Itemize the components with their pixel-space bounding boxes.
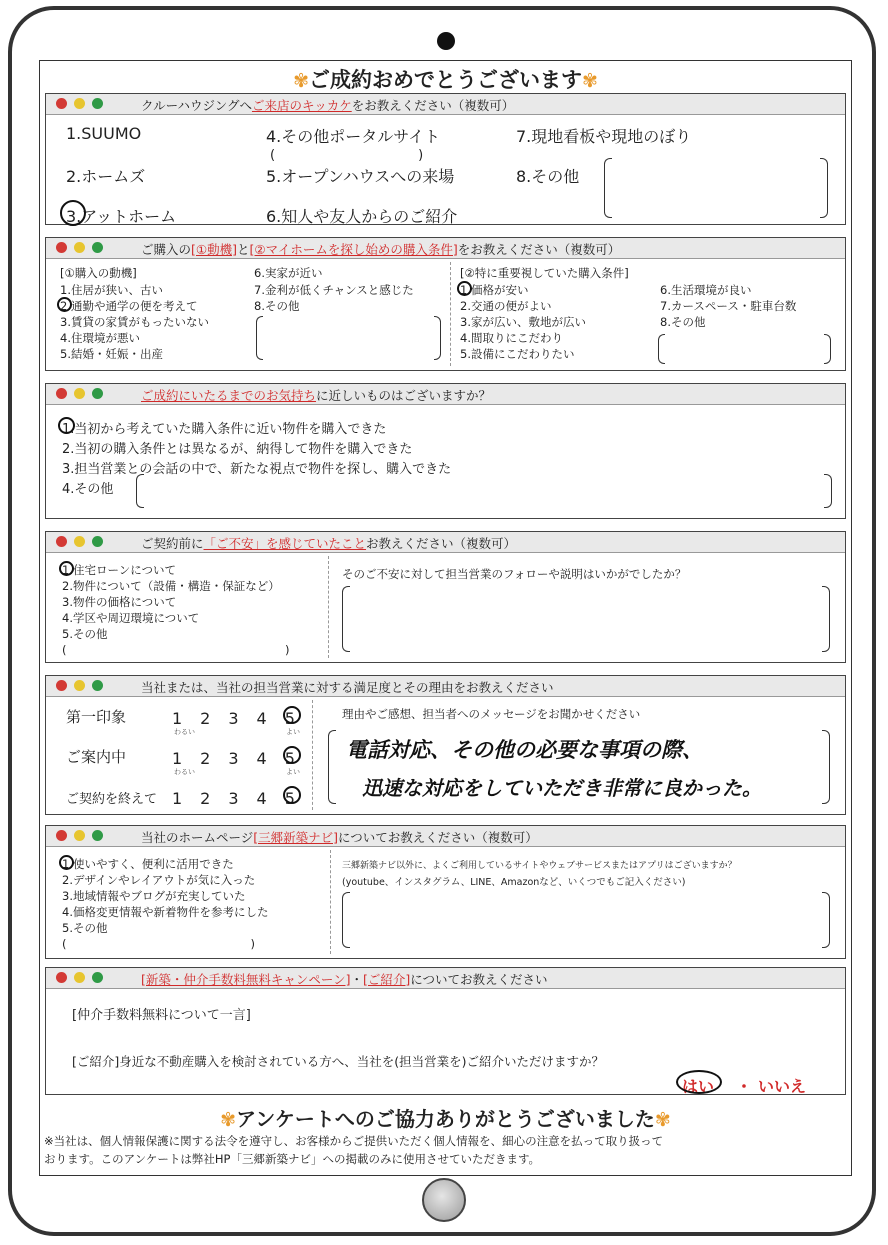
condition-title: [②特に重要視していた購入条件] bbox=[460, 266, 629, 280]
green-dot-icon bbox=[92, 536, 103, 547]
condition-6[interactable]: 6.生活環境が良い bbox=[660, 283, 752, 297]
concern-5[interactable]: 5.その他 bbox=[62, 627, 108, 641]
flower-icon: ✾ bbox=[654, 1109, 671, 1131]
answer-bracket bbox=[822, 586, 830, 652]
camera-icon bbox=[437, 32, 455, 50]
answer-bracket bbox=[822, 892, 830, 948]
answer-no[interactable]: いいえ bbox=[758, 1077, 807, 1096]
message-bracket bbox=[328, 730, 336, 804]
yellow-dot-icon bbox=[74, 388, 85, 399]
option-8[interactable]: 8.その他 bbox=[516, 167, 580, 186]
section-visit-trigger bbox=[45, 93, 846, 225]
condition-3[interactable]: 3.家が広い、敷地が広い bbox=[460, 315, 586, 329]
concern-3[interactable]: 3.物件の価格について bbox=[62, 595, 177, 609]
survey-sheet bbox=[39, 60, 852, 1176]
other-bracket bbox=[824, 474, 832, 508]
handwritten-line-2: 迅速な対応をしていただき非常に良かった。 bbox=[362, 776, 762, 800]
option-7[interactable]: 7.現地看板や現地のぼり bbox=[516, 127, 692, 146]
section-heading: ご購入の[①動機]と[②マイホームを探し始めの購入条件]をお教えください（複数可） bbox=[141, 242, 621, 257]
yellow-dot-icon bbox=[74, 972, 85, 983]
motive-6[interactable]: 6.実家が近い bbox=[254, 266, 323, 280]
section-header bbox=[46, 238, 845, 259]
other-bracket bbox=[820, 158, 828, 218]
section-heading: 当社または、当社の担当営業に対する満足度とその理由をお教えください bbox=[141, 680, 554, 695]
section-header bbox=[46, 384, 845, 405]
home-button[interactable] bbox=[422, 1178, 466, 1222]
answer-circle bbox=[457, 281, 472, 296]
column-divider bbox=[450, 262, 451, 366]
red-dot-icon bbox=[56, 972, 67, 983]
yellow-dot-icon bbox=[74, 536, 85, 547]
flower-icon: ✾ bbox=[293, 70, 309, 92]
red-dot-icon bbox=[56, 680, 67, 691]
bad-label: わるい bbox=[174, 728, 195, 736]
section-campaign bbox=[45, 967, 846, 1095]
homepage-3[interactable]: 3.地域情報やブログが充実していた bbox=[62, 889, 246, 903]
option-5[interactable]: 5.オープンハウスへの来場 bbox=[266, 167, 455, 186]
section-header bbox=[46, 968, 845, 989]
privacy-note-line-1: ※当社は、個人情報保護に関する法令を遵守し、お客様からご提供いただく個人情報を、細心の注意を払って取り扱って bbox=[44, 1134, 664, 1148]
motive-7[interactable]: 7.金利が低くチャンスと感じた bbox=[254, 283, 414, 297]
other-bracket bbox=[604, 158, 612, 218]
green-dot-icon bbox=[92, 98, 103, 109]
followup-question: そのご不安に対して担当営業のフォローや説明はいかがでしたか？ bbox=[342, 567, 687, 581]
red-dot-icon bbox=[56, 388, 67, 399]
red-dot-icon bbox=[56, 98, 67, 109]
yellow-dot-icon bbox=[74, 98, 85, 109]
condition-5[interactable]: 5.設備にこだわりたい bbox=[460, 347, 575, 361]
other-sites-question: 三郷新築ナビ以外に、よくご利用しているサイトやウェブサービスまたはアプリはございますか？ bbox=[342, 861, 737, 871]
section-satisfaction bbox=[45, 675, 846, 815]
other-bracket bbox=[658, 334, 665, 364]
option-6[interactable]: 6.知人や友人からのご紹介 bbox=[266, 207, 458, 226]
homepage-2[interactable]: 2.デザインやレイアウトが気に入った bbox=[62, 873, 256, 887]
other-bracket bbox=[256, 316, 263, 360]
answer-circle bbox=[57, 297, 72, 312]
privacy-note-line-2: おります。このアンケートは弊社HP「三郷新築ナビ」への掲載のみに使用させていただきます。 bbox=[44, 1152, 541, 1166]
feeling-2[interactable]: 2.当初の購入条件とは異なるが、納得して物件を購入できた bbox=[62, 442, 413, 457]
red-dot-icon bbox=[56, 830, 67, 841]
concern-1[interactable]: 1.住宅ローンについて bbox=[62, 563, 177, 577]
green-dot-icon bbox=[92, 830, 103, 841]
section-header bbox=[46, 532, 845, 553]
option-2[interactable]: 2.ホームズ bbox=[66, 167, 146, 186]
condition-4[interactable]: 4.間取りにこだわり bbox=[460, 331, 563, 345]
answer-circle bbox=[283, 746, 301, 764]
yellow-dot-icon bbox=[74, 242, 85, 253]
green-dot-icon bbox=[92, 242, 103, 253]
answer-circle bbox=[59, 855, 74, 870]
yellow-dot-icon bbox=[74, 830, 85, 841]
section-purchase-motive bbox=[45, 237, 846, 371]
yellow-dot-icon bbox=[74, 680, 85, 691]
green-dot-icon bbox=[92, 972, 103, 983]
motive-8[interactable]: 8.その他 bbox=[254, 299, 300, 313]
feeling-3[interactable]: 3.担当営業との会話の中で、新たな視点で物件を探し、購入できた bbox=[62, 462, 452, 477]
feeling-1[interactable]: 1.当初から考えていた購入条件に近い物件を購入できた bbox=[62, 422, 387, 437]
motive-3[interactable]: 3.賃貸の家賃がもったいない bbox=[60, 315, 209, 329]
column-divider bbox=[328, 556, 329, 658]
handwritten-line-1: 電話対応、その他の必要な事項の際、 bbox=[346, 737, 703, 762]
good-label: よい bbox=[286, 768, 300, 776]
rating-scale[interactable]: 1 2 3 4 5 bbox=[172, 709, 296, 728]
other-bracket bbox=[434, 316, 441, 360]
flower-icon: ✾ bbox=[220, 1109, 237, 1131]
other-sites-hint: (youtube、インスタグラム、LINE、Amazonなど、いくつでもご記入ください) bbox=[342, 877, 686, 888]
motive-2[interactable]: 2.通勤や通学の便を考えて bbox=[60, 299, 198, 313]
section-heading: ご契約前に「ご不安」を感じていたことお教えください（複数可） bbox=[141, 536, 517, 551]
thanks-message: ✾アンケートへのご協力ありがとうございました✾ bbox=[220, 1107, 671, 1131]
section-heading: ご成約にいたるまでのお気持ちに近しいものはございますか？ bbox=[141, 388, 492, 403]
answer-circle bbox=[59, 561, 74, 576]
free-fee-label: [仲介手数料無料について一言] bbox=[72, 1008, 251, 1023]
answer-circle bbox=[60, 200, 86, 226]
green-dot-icon bbox=[92, 680, 103, 691]
homepage-5[interactable]: 5.その他 bbox=[62, 921, 108, 935]
rating-scale[interactable]: 1 2 3 4 5 bbox=[172, 789, 296, 808]
bad-label: わるい bbox=[174, 768, 195, 776]
condition-2[interactable]: 2.交通の便がよい bbox=[460, 299, 552, 313]
other-bracket bbox=[136, 474, 144, 508]
column-divider bbox=[312, 700, 313, 810]
homepage-5-paren: ( ) bbox=[62, 937, 255, 951]
answer-bracket bbox=[342, 892, 350, 948]
section-feelings bbox=[45, 383, 846, 519]
good-label: よい bbox=[286, 728, 300, 736]
rating-label-after-contract: ご契約を終えて bbox=[66, 792, 158, 807]
answer-circle bbox=[283, 786, 301, 804]
concern-4[interactable]: 4.学区や周辺環境について bbox=[62, 611, 200, 625]
option-4-paren: ( ) bbox=[270, 148, 424, 163]
green-dot-icon bbox=[92, 388, 103, 399]
section-homepage bbox=[45, 825, 846, 959]
other-bracket bbox=[824, 334, 831, 364]
option-3[interactable]: 3.アットホーム bbox=[66, 207, 177, 226]
motive-1[interactable]: 1.住居が狭い、古い bbox=[60, 283, 163, 297]
motive-4[interactable]: 4.住環境が悪い bbox=[60, 331, 140, 345]
motive-5[interactable]: 5.結婚・妊娠・出産 bbox=[60, 347, 163, 361]
answer-separator: ・ bbox=[736, 1077, 753, 1096]
homepage-4[interactable]: 4.価格変更情報や新着物件を参考にした bbox=[62, 905, 269, 919]
answer-circle bbox=[283, 706, 301, 724]
red-dot-icon bbox=[56, 536, 67, 547]
answer-bracket bbox=[342, 586, 350, 652]
concern-5-paren: ( ) bbox=[62, 643, 290, 657]
introduction-question: [ご紹介]身近な不動産購入を検討されている方へ、当社を(担当営業を)ご紹介いただけますか？ bbox=[72, 1054, 605, 1069]
message-bracket bbox=[822, 730, 830, 804]
answer-circle bbox=[676, 1070, 722, 1094]
section-header bbox=[46, 676, 845, 697]
rating-scale[interactable]: 1 2 3 4 5 bbox=[172, 749, 296, 768]
answer-circle bbox=[58, 417, 75, 434]
answer-yes[interactable]: はい bbox=[682, 1077, 715, 1096]
option-1[interactable]: 1.SUUMO bbox=[66, 124, 142, 143]
concern-2[interactable]: 2.物件について（設備・構造・保証など） bbox=[62, 579, 280, 593]
flower-icon: ✾ bbox=[582, 70, 598, 92]
motive-title: [①購入の動機] bbox=[60, 266, 137, 280]
option-4[interactable]: 4.その他ポータルサイト bbox=[266, 127, 441, 146]
message-prompt: 理由やご感想、担当者へのメッセージをお聞かせください bbox=[342, 707, 641, 721]
section-heading: クルーハウジングへご来店のキッカケをお教えください（複数可） bbox=[141, 98, 515, 113]
section-header bbox=[46, 94, 845, 115]
red-dot-icon bbox=[56, 242, 67, 253]
condition-1[interactable]: 1.価格が安い bbox=[460, 283, 529, 297]
condition-7[interactable]: 7.カースペース・駐車台数 bbox=[660, 299, 797, 313]
homepage-1[interactable]: 1.使いやすく、便利に活用できた bbox=[62, 857, 234, 871]
condition-8[interactable]: 8.その他 bbox=[660, 315, 706, 329]
section-heading: 当社のホームページ[三郷新築ナビ]についてお教えください（複数可） bbox=[141, 830, 538, 845]
section-concerns bbox=[45, 531, 846, 663]
column-divider bbox=[330, 850, 331, 954]
page-title: ✾ご成約おめでとうございます✾ bbox=[293, 68, 598, 92]
rating-label-guidance: ご案内中 bbox=[66, 748, 127, 766]
section-heading: [新築・仲介手数料無料キャンペーン]・[ご紹介]についてお教えください bbox=[141, 972, 548, 987]
section-header bbox=[46, 826, 845, 847]
rating-label-first-impression: 第一印象 bbox=[66, 708, 127, 726]
feeling-4[interactable]: 4.その他 bbox=[62, 482, 114, 497]
